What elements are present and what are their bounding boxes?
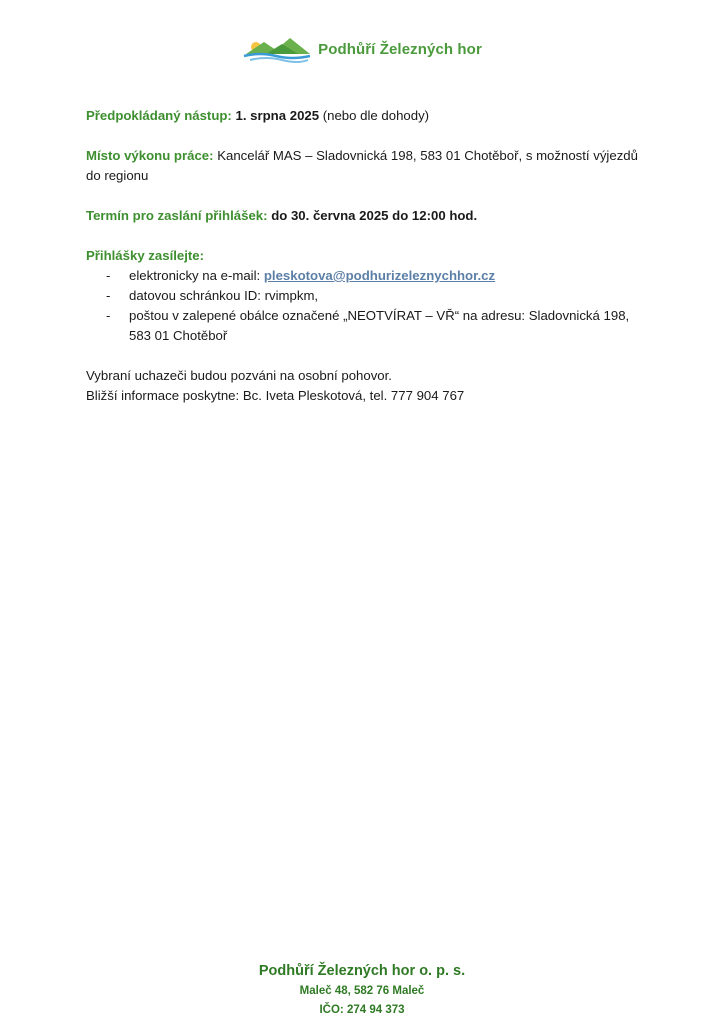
start-date-label: Předpokládaný nástup: — [86, 108, 232, 123]
list-item-databox — [86, 286, 646, 306]
email-prefix: elektronicky na e-mail: — [129, 268, 261, 283]
list-item-post — [86, 306, 646, 346]
page-footer — [0, 960, 724, 1020]
deadline-paragraph — [86, 206, 646, 226]
applications-heading: Přihlášky zasílejte: — [86, 248, 205, 263]
dash-marker: - — [106, 268, 111, 283]
list-item-email — [86, 266, 646, 286]
closing-line-interview: Vybraní uchazeči budou pozváni na osobní pohovor. — [86, 368, 392, 383]
work-place-paragraph — [86, 146, 646, 186]
footer-address: Maleč 48, 582 76 Maleč — [299, 985, 425, 997]
databox-text: datovou schránkou ID: rvimpkm, — [129, 288, 319, 303]
document-body — [86, 106, 646, 406]
start-date-paragraph — [86, 106, 646, 126]
mountain-landscape-logo-icon — [242, 34, 312, 64]
applications-section — [86, 246, 646, 346]
footer-org-name: Podhůří Železných hor o. p. s. — [258, 963, 466, 979]
page-header — [0, 34, 724, 64]
dash-marker: - — [106, 288, 111, 303]
post-text: poštou v zalepené obálce označené „NEOTVÍRAT – VŘ“ na adresu: Sladovnická 198, 583 01 Chotěboř — [129, 308, 630, 343]
start-date-note: (nebo dle dohody) — [322, 108, 430, 123]
work-place-value: Kancelář MAS – Sladovnická 198, 583 01 Chotěboř, s možností výjezdů do regionu — [86, 148, 638, 183]
work-place-label: Místo výkonu práce: — [86, 148, 214, 163]
deadline-label: Termín pro zaslání přihlášek: — [86, 208, 268, 223]
email-link[interactable]: pleskotova@podhurizeleznychhor.cz — [263, 268, 496, 283]
applications-list — [86, 266, 646, 346]
closing-section — [86, 366, 646, 406]
dash-marker: - — [106, 308, 111, 323]
logo-text: Podhůří Železných hor — [318, 40, 482, 58]
closing-line-contact: Bližší informace poskytne: Bc. Iveta Pleskotová, tel. 777 904 767 — [86, 388, 465, 403]
logo — [242, 34, 482, 64]
start-date-value: 1. srpna 2025 — [235, 108, 320, 123]
footer-ico: IČO: 274 94 373 — [319, 1004, 405, 1016]
deadline-value: do 30. června 2025 do 12:00 hod. — [271, 208, 478, 223]
